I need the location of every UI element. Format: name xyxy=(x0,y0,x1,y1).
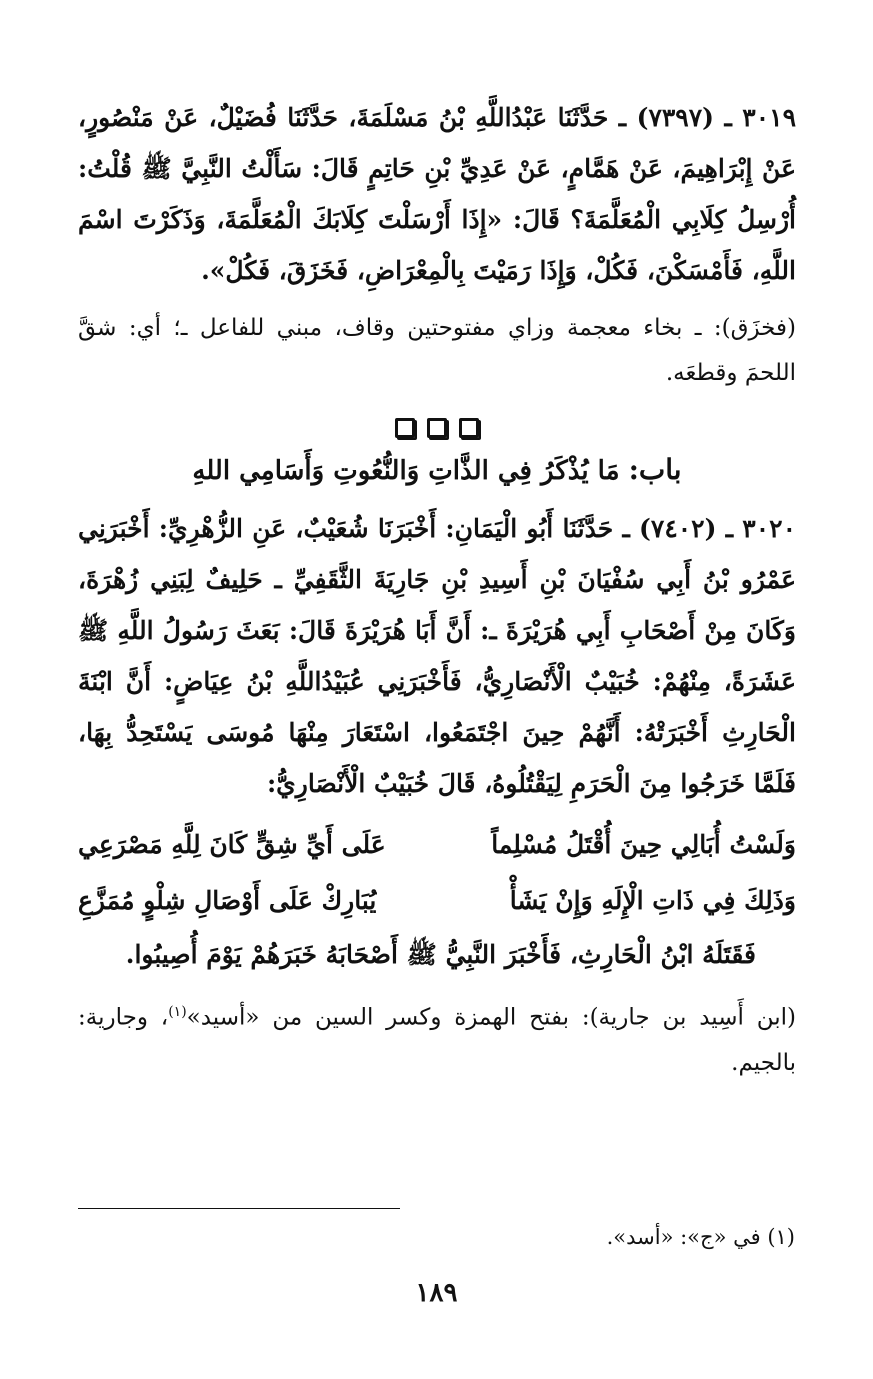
poem-verse xyxy=(78,873,796,929)
footnote: (١) في «ج»: «أسد». xyxy=(606,1225,795,1249)
chapter-heading xyxy=(78,446,796,495)
commentary-end: ، وجارية: بالجيم. xyxy=(78,1004,796,1076)
footnote-divider xyxy=(78,1208,400,1209)
page-number: ١٨٩ xyxy=(415,1278,458,1308)
page-body xyxy=(78,92,796,1086)
commentary-main: (ابن أَسِيد بن جارية): بفتح الهمزة وكسر السين من «أسيد» xyxy=(186,1004,796,1031)
separator-square-icon xyxy=(459,418,479,438)
hadith-3020-commentary xyxy=(78,990,796,1086)
verse-first-hemistich: وَلَسْتُ أُبَالِي حِينَ أُقْتَلُ مُسْلِماً xyxy=(491,830,796,859)
footnote-reference[interactable]: (١) xyxy=(168,1004,187,1020)
separator-square-icon xyxy=(395,418,415,438)
hadith-3019-commentary: (فخزَق): ـ بخاء معجمة وزاي مفتوحتين وقاف، مبني للفاعل ـ؛ أي: شقَّ اللحمَ وقطعَه. xyxy=(78,315,796,386)
section-separator xyxy=(78,418,796,438)
chapter-prefix: باب: xyxy=(628,453,682,486)
hadith-3020-text: ٣٠٢٠ ـ (٧٤٠٢) ـ حَدَّثَنَا أَبُو الْيَمَانِ: أَخْبَرَنَا شُعَيْبٌ، عَنِ الزُّهْرِيِّ: أَخْبَرَنِي عَمْرُو بْنُ أَبِي سُفْيَانَ بْنِ أَسِيدِ بْنِ جَارِيَةَ الثَّقَفِيِّ ـ حَلِيفٌ لِبَنِي زُهْرَةَ، وَكَانَ مِنْ أَصْحَابِ أَبِي هُرَيْرَةَ ـ: أَنَّ أَبَا هُرَيْرَةَ قَالَ: بَعَثَ رَسُولُ اللَّهِ ﷺ عَشَرَةً، مِنْهُمْ: خُبَيْبٌ الْأَنْصَارِيُّ، فَأَخْبَرَنِي عُبَيْدُاللَّهِ بْنُ عِيَاضٍ: أَنَّ ابْنَةَ الْحَارِثِ أَخْبَرَتْهُ: أَنَّهُمْ حِينَ اجْتَمَعُوا، اسْتَعَارَ مِنْهَا مُوسَى يَسْتَحِدُّ بِهَا، فَلَمَّا خَرَجُوا مِنَ الْحَرَمِ لِيَقْتُلُوهُ، قَالَ خُبَيْبٌ الْأَنْصَارِيُّ: xyxy=(78,514,797,798)
verse-second-hemistich: عَلَى أَيِّ شِقٍّ كَانَ لِلَّهِ مَصْرَعِي xyxy=(78,830,386,859)
hadith-3019-text: ٣٠١٩ ـ (٧٣٩٧) ـ حَدَّثَنَا عَبْدُاللَّهِ بْنُ مَسْلَمَةَ، حَدَّثَنَا فُضَيْلٌ، عَنْ مَنْصُورٍ، عَنْ إِبْرَاهِيمَ، عَنْ هَمَّامٍ، عَنْ عَدِيِّ بْنِ حَاتِمٍ قَالَ: سَأَلْتُ النَّبِيَّ ﷺ قُلْتُ: أُرْسِلُ كِلَابِي الْمُعَلَّمَةَ؟ قَالَ: «إِذَا أَرْسَلْتَ كِلَابَكَ الْمُعَلَّمَةَ، وَذَكَرْتَ اسْمَ اللَّهِ، فَأَمْسَكْنَ، فَكُلْ، وَإِذَا رَمَيْتَ بِالْمِعْرَاضِ، فَخَزَقَ، فَكُلْ». xyxy=(78,103,797,285)
poem-verse xyxy=(78,817,796,873)
poem xyxy=(78,817,796,929)
hadith-3020-conclusion: فَقَتَلَهُ ابْنُ الْحَارِثِ، فَأَخْبَرَ النَّبِيُّ ﷺ أَصْحَابَهُ خَبَرَهُمْ يَوْمَ أُصِيبُوا. xyxy=(125,940,756,969)
verse-first-hemistich: وَذَلِكَ فِي ذَاتِ الْإِلَهِ وَإِنْ يَشَأْ xyxy=(509,886,796,915)
chapter-title: مَا يُذْكَرُ فِي الذَّاتِ وَالنُّعُوتِ وَأَسَامِي اللهِ xyxy=(192,456,620,486)
verse-second-hemistich: يُبَارِكْ عَلَى أَوْصَالِ شِلْوٍ مُمَزَّعِ xyxy=(78,886,377,915)
separator-square-icon xyxy=(427,418,447,438)
